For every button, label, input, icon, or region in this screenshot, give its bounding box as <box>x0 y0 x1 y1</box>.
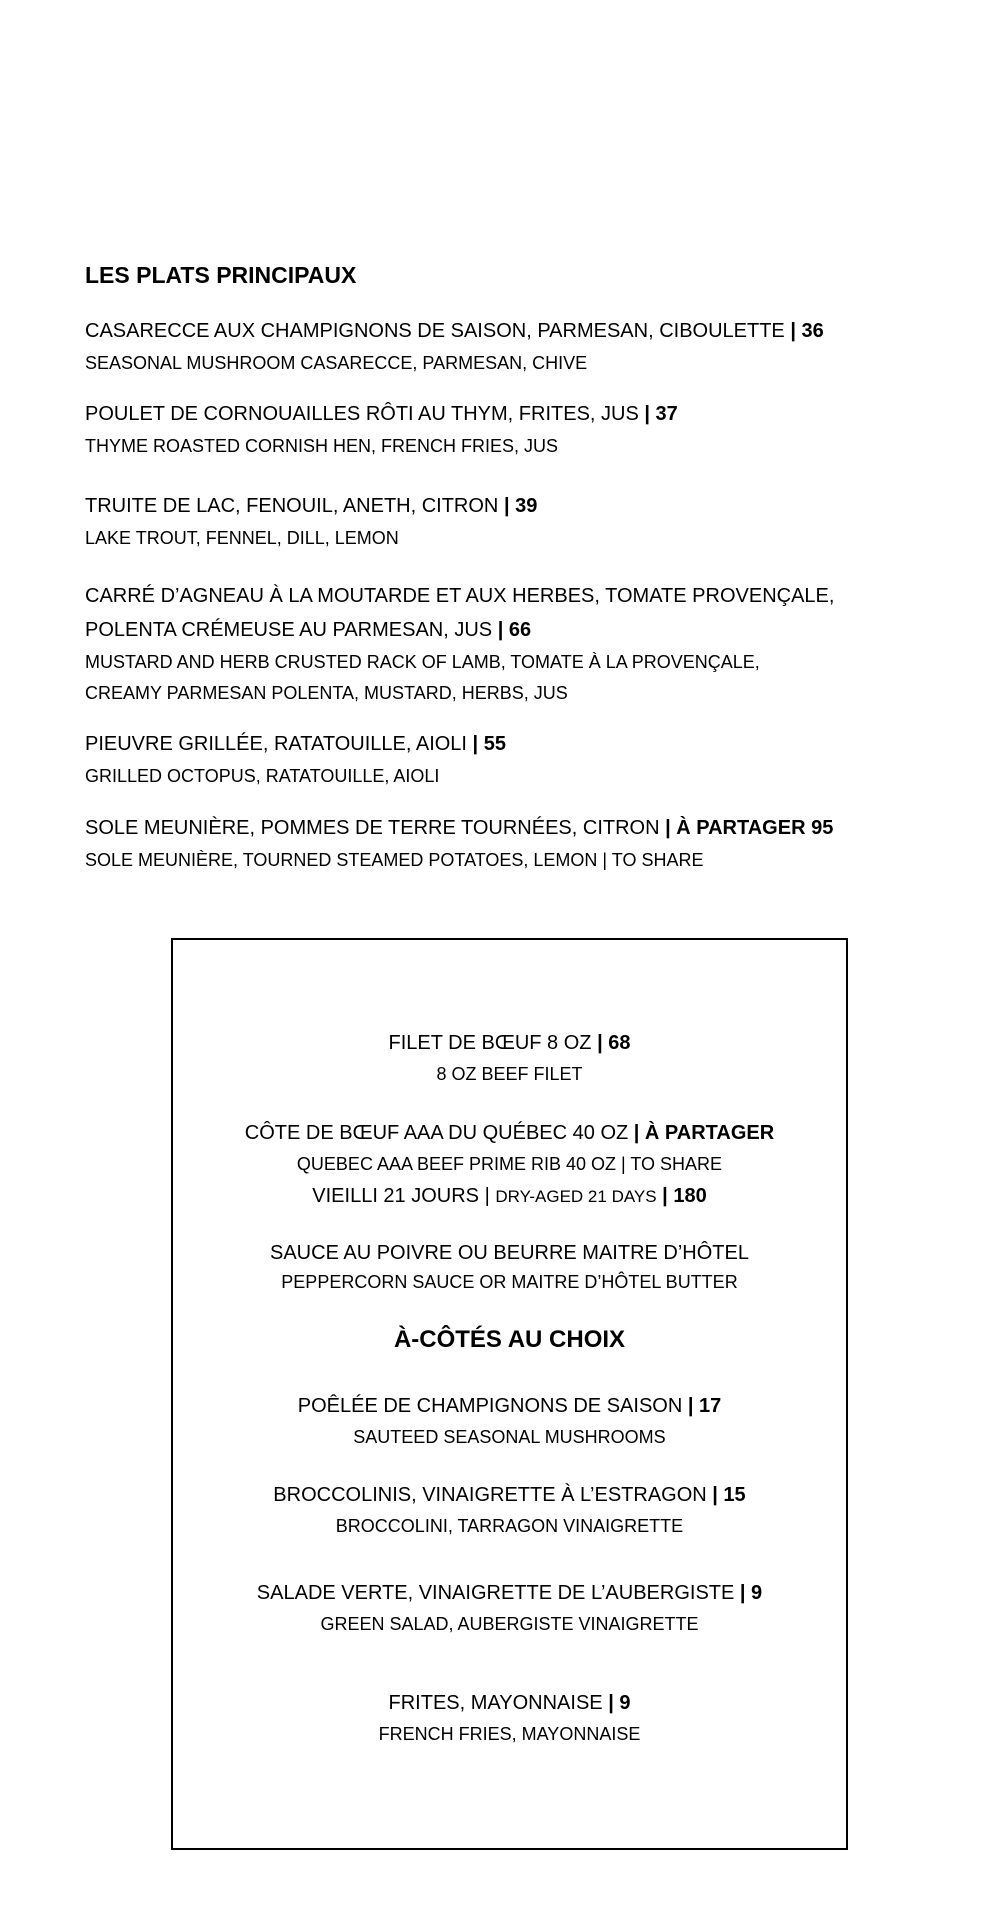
dish-price: | 36 <box>790 320 824 342</box>
item-price: | 9 <box>739 1582 763 1604</box>
dish-name-en: GRILLED OCTOPUS, RATATOUILLE, AIOLI <box>85 766 440 786</box>
dish-octopus <box>85 727 945 792</box>
dish-rack-of-lamb <box>85 579 945 709</box>
dish-name-fr: TRUITE DE LAC, FENOUIL, ANETH, CITRON | 39 <box>85 495 538 517</box>
side-fries <box>173 1687 846 1750</box>
item-prime-rib <box>173 1117 846 1213</box>
side-mushrooms <box>173 1390 846 1453</box>
item-name-en: FRENCH FRIES, MAYONNAISE <box>378 1724 641 1744</box>
item-name-fr: CÔTE DE BŒUF AAA DU QUÉBEC 40 OZ | À PARTAGER <box>244 1122 775 1144</box>
side-broccolini <box>173 1479 846 1542</box>
item-name-en: GREEN SALAD, AUBERGISTE VINAIGRETTE <box>320 1614 699 1634</box>
dish-casarecce <box>85 314 945 379</box>
item-name-fr: FILET DE BŒUF 8 OZ | 68 <box>388 1032 631 1054</box>
item-name-en: BROCCOLINI, TARRAGON VINAIGRETTE <box>335 1516 684 1536</box>
dish-price: | 55 <box>472 733 506 755</box>
grill-box <box>171 938 848 1850</box>
dish-name-en-line1: MUSTARD AND HERB CRUSTED RACK OF LAMB, TOMATE À LA PROVENÇALE, <box>85 652 760 672</box>
dish-name-en: THYME ROASTED CORNISH HEN, FRENCH FRIES, JUS <box>85 436 559 456</box>
item-name-fr: POÊLÉE DE CHAMPIGNONS DE SAISON | 17 <box>297 1395 722 1417</box>
dish-cornish-hen <box>85 397 945 462</box>
dish-lake-trout <box>85 489 945 554</box>
dish-name-fr: PIEUVRE GRILLÉE, RATATOUILLE, AIOLI | 55 <box>85 733 506 755</box>
dish-price: | 39 <box>503 495 538 517</box>
dish-name-fr-line1: CARRÉ D’AGNEAU À LA MOUTARDE ET AUX HERBES, TOMATE PROVENÇALE, <box>85 585 835 607</box>
dish-name-en: SOLE MEUNIÈRE, TOURNED STEAMED POTATOES, LEMON | TO SHARE <box>85 850 704 870</box>
item-name-fr: BROCCOLINIS, VINAIGRETTE À L’ESTRAGON | 15 <box>273 1484 746 1506</box>
sides-heading: À-CÔTÉS AU CHOIX <box>393 1326 626 1353</box>
item-price: | 180 <box>662 1185 707 1207</box>
item-price: | 68 <box>597 1032 631 1054</box>
item-name-fr: SALADE VERTE, VINAIGRETTE DE L’AUBERGISTE | 9 <box>256 1582 763 1604</box>
mains-heading: LES PLATS PRINCIPAUX <box>85 262 357 288</box>
dish-name-fr: POULET DE CORNOUAILLES RÔTI AU THYM, FRITES, JUS | 37 <box>85 403 678 425</box>
item-name-en: PEPPERCORN SAUCE OR MAITRE D’HÔTEL BUTTER <box>281 1272 738 1292</box>
item-name-en: 8 OZ BEEF FILET <box>436 1064 583 1084</box>
item-price: | 17 <box>687 1395 722 1417</box>
dish-sole-meuniere <box>85 811 945 876</box>
item-name-en: SAUTEED SEASONAL MUSHROOMS <box>353 1427 666 1447</box>
dish-name-en: LAKE TROUT, FENNEL, DILL, LEMON <box>85 528 399 548</box>
dish-price: | À PARTAGER 95 <box>665 817 834 839</box>
item-price: | À PARTAGER <box>633 1122 775 1144</box>
dish-price: | 37 <box>644 403 678 425</box>
item-price: | 15 <box>712 1484 746 1506</box>
side-green-salad <box>173 1577 846 1640</box>
item-sauce <box>173 1237 846 1295</box>
item-name-en: QUEBEC AAA BEEF PRIME RIB 40 OZ | TO SHARE <box>296 1154 723 1174</box>
dish-price: | 66 <box>497 619 532 641</box>
dish-name-fr: CASARECCE AUX CHAMPIGNONS DE SAISON, PARMESAN, CIBOULETTE | 36 <box>85 320 824 342</box>
dish-name-en: SEASONAL MUSHROOM CASARECCE, PARMESAN, CHIVE <box>85 353 588 373</box>
dish-name-fr: SOLE MEUNIÈRE, POMMES DE TERRE TOURNÉES, CITRON | À PARTAGER 95 <box>85 817 834 839</box>
dish-name-fr-line2: POLENTA CRÉMEUSE AU PARMESAN, JUS | 66 <box>85 619 532 641</box>
item-name-fr: SAUCE AU POIVRE OU BEURRE MAITRE D’HÔTEL <box>270 1242 749 1264</box>
dish-name-en-line2: CREAMY PARMESAN POLENTA, MUSTARD, HERBS, JUS <box>85 683 568 703</box>
item-beef-filet <box>173 1027 846 1090</box>
item-aging: VIEILLI 21 JOURS | DRY-AGED 21 DAYS | 180 <box>312 1185 707 1207</box>
item-name-fr: FRITES, MAYONNAISE | 9 <box>388 1692 631 1714</box>
item-price: | 9 <box>608 1692 631 1714</box>
